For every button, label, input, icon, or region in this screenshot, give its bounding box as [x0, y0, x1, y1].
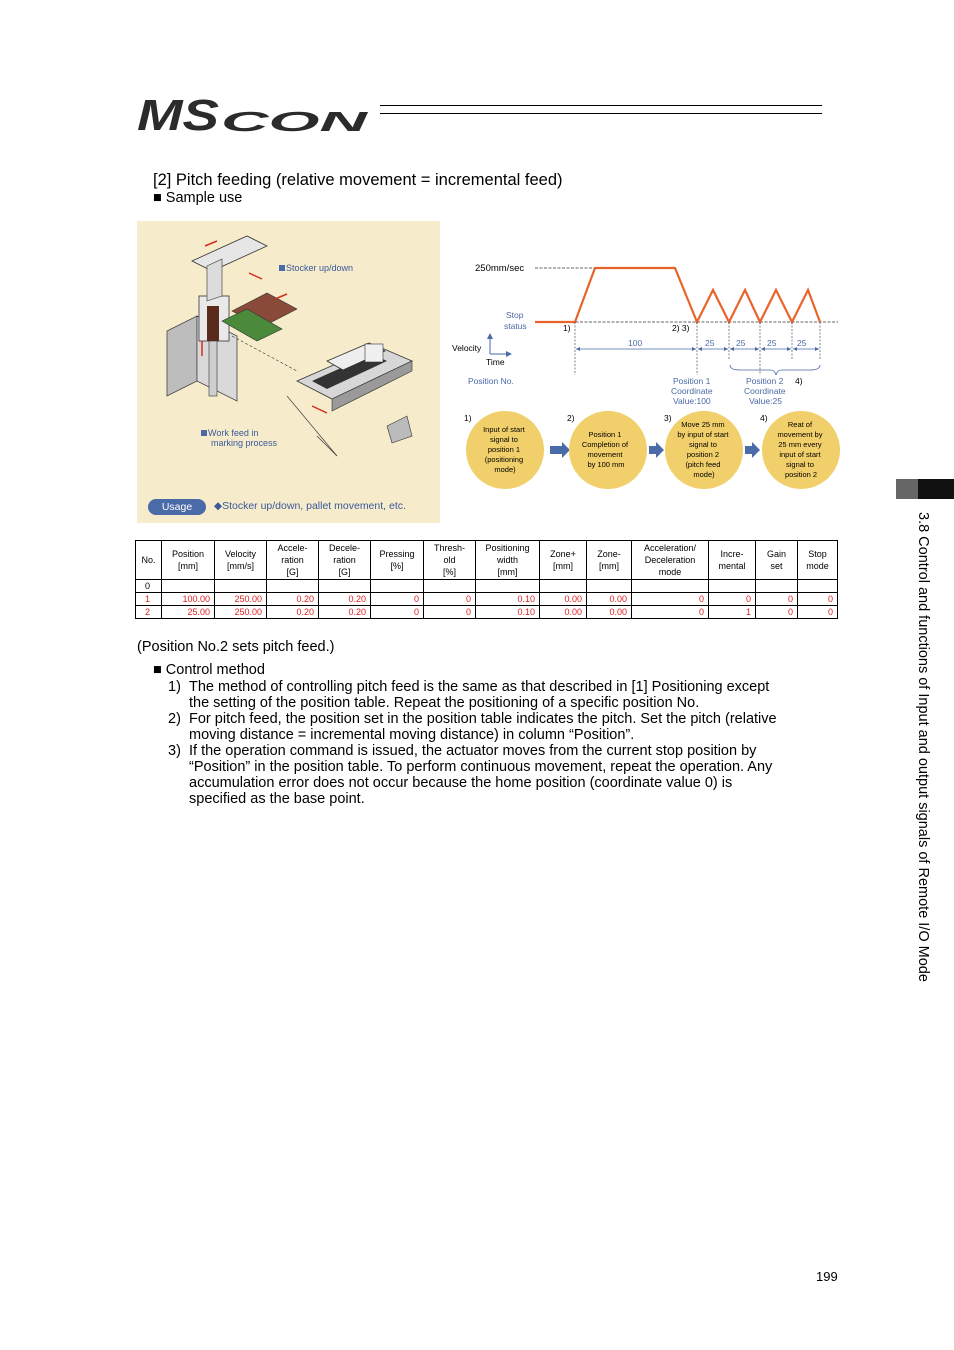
list-item: If the operation command is issued, the actuator moves from the current stop position by “Position” in the position table. To perform continuous movement, repeat the operation. Any accumulation error does not occur because the home position (coordinate value 0) is specified as the base point. — [189, 743, 773, 807]
distance-25-label: 25 — [767, 338, 777, 348]
header-position: Position [mm] — [162, 541, 215, 580]
step-flow — [464, 411, 840, 489]
distance-100-label: 100 — [628, 338, 643, 348]
svg-text:CON: CON — [221, 106, 369, 137]
position-1-label: Position 1 — [673, 376, 711, 386]
header-zone-plus: Zone+ [mm] — [540, 541, 587, 580]
position-no-label: Position No. — [468, 376, 514, 386]
distance-25-label: 25 — [705, 338, 715, 348]
velocity-profile — [535, 268, 820, 322]
position-2-value: Value:25 — [749, 396, 782, 406]
section-title: [2] Pitch feeding (relative movement = incremental feed) — [153, 171, 563, 189]
list-item-number: 3) — [168, 743, 181, 759]
header-incremental: Incre- mental — [709, 541, 756, 580]
sample-use-illustration — [137, 221, 440, 523]
chapter-tab-marker — [896, 479, 918, 499]
list-item-number: 2) — [168, 711, 181, 727]
distance-25-label: 25 — [797, 338, 807, 348]
step-4-text: Reat of movement by 25 mm every input of start signal to position 2 — [777, 420, 823, 479]
pitch-feed-note: (Position No.2 sets pitch feed.) — [137, 639, 335, 655]
marker-1: 1) — [563, 323, 571, 333]
header-deceleration: Decele- ration [G] — [319, 541, 371, 580]
velocity-axis-label: Velocity — [452, 343, 482, 353]
list-item: For pitch feed, the position set in the position table indicates the pitch. Set the pitch (relative moving distance = incremental moving distance) in column “Position”. — [189, 711, 777, 743]
position-table-header — [136, 541, 838, 580]
work-feed-label: Work feed in marking process — [201, 428, 277, 448]
time-axis-label: Time — [486, 357, 505, 367]
stop-status-label-1: Stop — [506, 310, 524, 320]
header-stop-mode: Stop mode — [798, 541, 838, 580]
usage-text: ◆Stocker up/down, pallet movement, etc. — [214, 500, 406, 512]
header-rule-bottom — [380, 113, 822, 114]
control-method-heading: ■ Control method — [153, 662, 265, 678]
list-item-number: 1) — [168, 679, 181, 695]
chapter-side-title: 3.8 Control and functions of Input and output signals of Remote I/O Mode — [915, 512, 931, 982]
distance-25-label: 25 — [736, 338, 746, 348]
marker-2-3: 2) 3) — [672, 323, 690, 333]
position-1-value: Value:100 — [673, 396, 711, 406]
stocker-label: Stocker up/down — [279, 263, 353, 273]
table-row: 1 100.00 250.00 0.20 0.20 0 0 0.10 0.00 0.00 0 0 0 0 — [136, 593, 838, 606]
arrow-right-icon — [745, 442, 760, 458]
header-gain-set: Gain set — [756, 541, 798, 580]
step-3-text: Move 25 mm by input of start signal to position 2 (pitch feed mode) — [677, 420, 729, 479]
pitch-feed-diagram — [440, 250, 850, 500]
step-2-text: Position 1 Completion of movement by 100 mm — [581, 430, 629, 469]
legend-square-icon — [201, 430, 207, 436]
mscon-logo — [137, 96, 369, 138]
position-1-coordinate: Coordinate — [671, 386, 713, 396]
svg-text:MS: MS — [137, 96, 219, 138]
velocity-value-label: 250mm/sec — [475, 263, 525, 274]
header-velocity: Velocity [mm/s] — [215, 541, 267, 580]
header-zone-minus: Zone- [mm] — [587, 541, 632, 580]
usage-badge: Usage — [148, 499, 206, 515]
header-no: No. — [136, 541, 162, 580]
arrow-right-icon — [649, 442, 664, 458]
page-number: 199 — [816, 1269, 838, 1284]
header-rule-top — [380, 105, 822, 106]
header-pressing: Pressing [%] — [371, 541, 424, 580]
step-number: 1) — [464, 413, 472, 423]
stop-status-label-2: status — [504, 321, 527, 331]
header-acceleration: Accele- ration [G] — [267, 541, 319, 580]
step-number: 3) — [664, 413, 672, 423]
chapter-tab-marker — [918, 479, 954, 499]
position-2-label: Position 2 — [746, 376, 784, 386]
header-threshold: Thresh- old [%] — [424, 541, 476, 580]
header-positioning-width: Positioning width [mm] — [476, 541, 540, 580]
step-number: 4) — [760, 413, 768, 423]
sample-use-heading: ■ Sample use — [153, 190, 243, 206]
marker-4: 4) — [795, 376, 803, 386]
table-row: 2 25.00 250.00 0.20 0.20 0 0 0.10 0.00 0.00 0 1 0 0 — [136, 606, 838, 619]
table-row: 0 — [136, 580, 838, 593]
arrow-right-icon — [550, 442, 570, 458]
legend-square-icon — [279, 265, 285, 271]
header-acc-dec-mode: Acceleration/ Deceleration mode — [632, 541, 709, 580]
list-item: The method of controlling pitch feed is the same as that described in [1] Positioning except the setting of the position table. Repeat the positioning of a specific position No. — [189, 679, 770, 711]
step-1-text: Input of start signal to position 1 (positioning mode) — [483, 425, 525, 474]
position-table — [135, 540, 838, 619]
step-number: 2) — [567, 413, 575, 423]
position-2-coordinate: Coordinate — [744, 386, 786, 396]
